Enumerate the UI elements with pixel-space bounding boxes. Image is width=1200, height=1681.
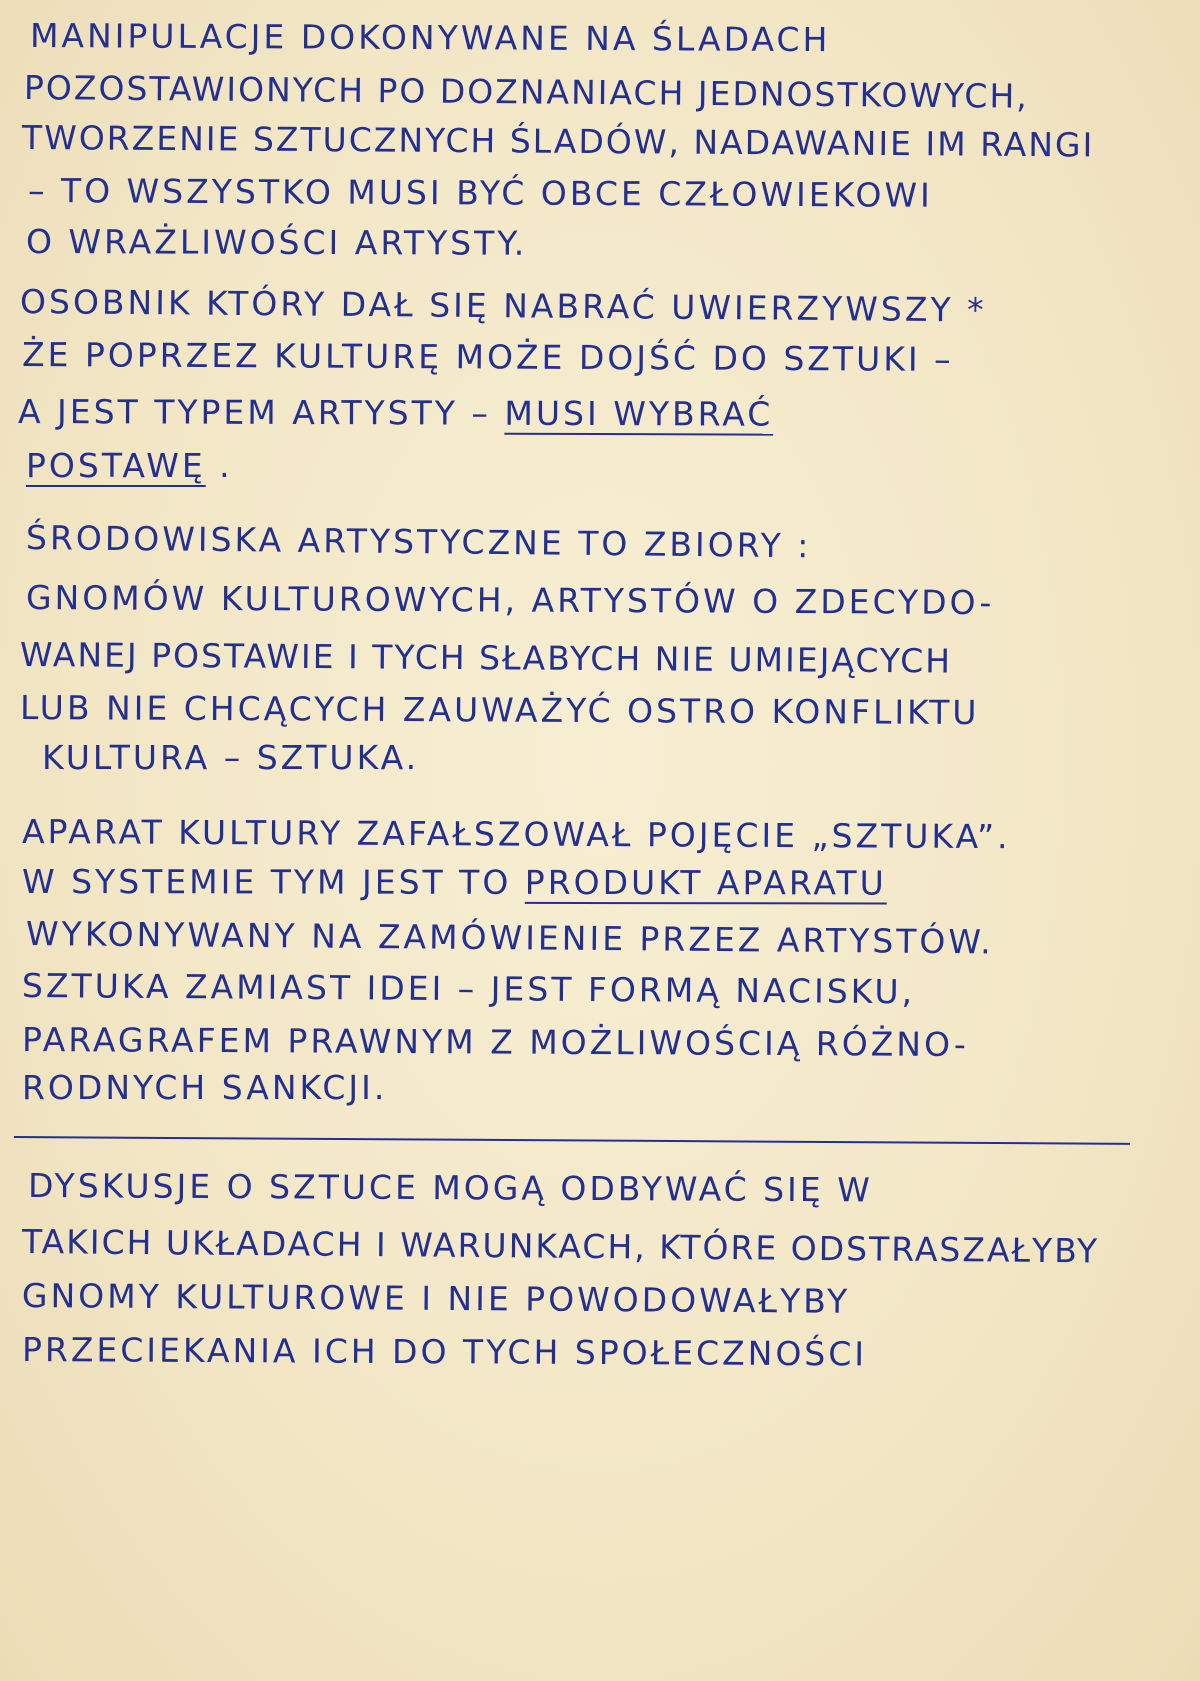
horizontal-divider xyxy=(14,1136,1130,1145)
text-line: ŻE POPRZEZ KULTURĘ MOŻE DOJŚĆ DO SZTUKI – xyxy=(21,335,954,379)
text-line: O WRAŻLIWOŚCI ARTYSTY. xyxy=(25,222,528,263)
text-line: RODNYCH SANKCJI. xyxy=(22,1068,388,1107)
text-line: PARAGRAFEM PRAWNYM Z MOŻLIWOŚCIĄ RÓŻNO- xyxy=(21,1020,969,1064)
text-line: WYKONYWANY NA ZAMÓWIENIE PRZEZ ARTYSTÓW. xyxy=(25,914,994,962)
underlined-text: MUSI WYBRAĆ xyxy=(504,393,774,434)
text-line: GNOMÓW KULTUROWYCH, ARTYSTÓW O ZDECYDO- xyxy=(25,578,995,623)
text-line: PRZECIEKANIA ICH DO TYCH SPOŁECZNOŚCI xyxy=(21,1330,868,1374)
text-line: ŚRODOWISKA ARTYSTYCZNE TO ZBIORY : xyxy=(25,518,812,566)
text-line xyxy=(18,392,998,435)
text-segment: A JEST TYPEM ARTYSTY – xyxy=(17,392,505,433)
text-line: TAKICH UKŁADACH I WARUNKACH, KTÓRE ODSTRASZAŁYBY xyxy=(21,1222,1100,1271)
text-line: DYSKUSJE O SZTUCE MOGĄ ODBYWAĆ SIĘ W xyxy=(27,1166,873,1210)
text-line: APARAT KULTURY ZAFAŁSZOWAŁ POJĘCIE „SZTUKA”. xyxy=(21,812,1011,857)
underlined-text: PRODUKT APARATU xyxy=(524,862,887,903)
text-line: TWORZENIE SZTUCZNYCH ŚLADÓW, NADAWANIE IM RANGI xyxy=(21,118,1095,165)
text-line: GNOMY KULTUROWE I NIE POWODOWAŁYBY xyxy=(21,1276,851,1321)
text-line: LUB NIE CHCĄCYCH ZAUWAŻYĆ OSTRO KONFLIKTU xyxy=(19,688,980,733)
underlined-text: POSTAWĘ xyxy=(26,446,206,485)
text-line: SZTUKA ZAMIAST IDEI – JEST FORMĄ NACISKU, xyxy=(21,966,916,1012)
text-line: POZOSTAWIONYCH PO DOZNANIACH JEDNOSTKOWYCH, xyxy=(23,68,1029,116)
text-line xyxy=(22,862,1042,904)
text-line: OSOBNIK KTÓRY DAŁ SIĘ NABRAĆ UWIERZYWSZY * xyxy=(19,282,987,330)
text-segment: W SYSTEMIE TYM JEST TO xyxy=(21,862,525,902)
text-line xyxy=(26,446,266,486)
text-line: MANIPULACJE DOKONYWANE NA ŚLADACH xyxy=(29,16,831,60)
text-line: WANEJ POSTAWIE I TYCH SŁABYCH NIE UMIEJĄCYCH xyxy=(19,635,953,681)
text-line: KULTURA – SZTUKA. xyxy=(42,738,420,777)
text-segment: . xyxy=(205,446,233,485)
text-line: – TO WSZYSTKO MUSI BYĆ OBCE CZŁOWIEKOWI xyxy=(27,171,933,215)
